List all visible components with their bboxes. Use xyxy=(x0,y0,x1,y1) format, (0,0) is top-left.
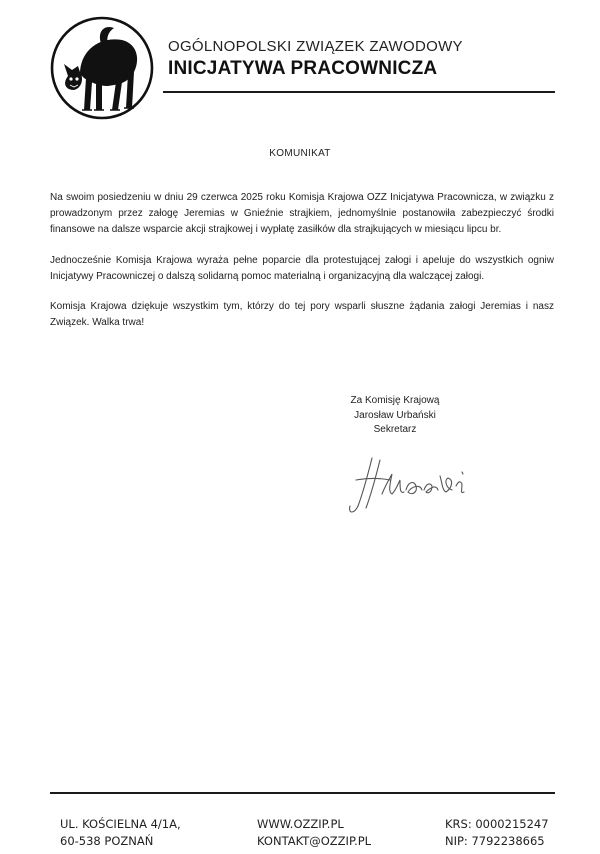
website-link[interactable]: WWW.OZZIP.PL xyxy=(257,817,344,831)
nip-number: NIP: 7792238665 xyxy=(445,834,545,848)
black-cat-icon xyxy=(50,16,154,120)
address-city: 60-538 POZNAŃ xyxy=(60,834,154,848)
footer-contact xyxy=(257,816,371,850)
organization-name-bold: INICJATYWA PRACOWNICZA xyxy=(168,58,438,79)
signatory-name: Jarosław Urbański xyxy=(354,409,436,421)
header-divider xyxy=(163,91,555,93)
signatory-role: Sekretarz xyxy=(373,424,417,435)
footer-divider xyxy=(50,792,555,794)
address-street: UL. KOŚCIELNA 4/1A, xyxy=(60,817,181,831)
letterhead xyxy=(0,0,600,110)
email-link[interactable]: KONTAKT@OZZIP.PL xyxy=(257,834,372,848)
signature-on-behalf: Za Komisję Krajową xyxy=(350,395,440,406)
krs-number: KRS: 0000215247 xyxy=(445,817,549,831)
paragraph: Komisja Krajowa dziękuje wszystkim tym, którzy do tej pory wsparli słuszne żądania załogi Jeremias i nasz Związek. Walka trwa! xyxy=(50,301,554,329)
signature-block xyxy=(320,394,470,438)
document-title: KOMUNIKAT xyxy=(269,148,331,159)
document-body xyxy=(50,190,554,345)
paragraph: Na swoim posiedzeniu w dniu 29 czerwca 2025 roku Komisja Krajowa OZZ Inicjatywa Pracownicza, w związku z prowadzonym przez załogę Jeremias w Gnieźnie strajkiem, jednomyślnie postanowiła zabezpieczyć środki finansowe na dalsze wsparcie akcji strajkowej i wypłatę zasiłków dla strajkujących w miesiącu lipcu br. xyxy=(50,192,554,236)
footer xyxy=(0,816,600,854)
footer-address xyxy=(60,816,181,850)
handwritten-signature xyxy=(342,450,482,520)
organization-name: OGÓLNOPOLSKI ZWIĄZEK ZAWODOWY xyxy=(168,38,463,55)
footer-registry xyxy=(445,816,549,850)
paragraph: Jednocześnie Komisja Krajowa wyraża pełne poparcie dla protestującej załogi i apeluje do wszystkich ogniw Inicjatywy Pracowniczej o dalszą solidarną pomoc materialną i organizacyjną dla walczącej załogi. xyxy=(50,254,554,282)
